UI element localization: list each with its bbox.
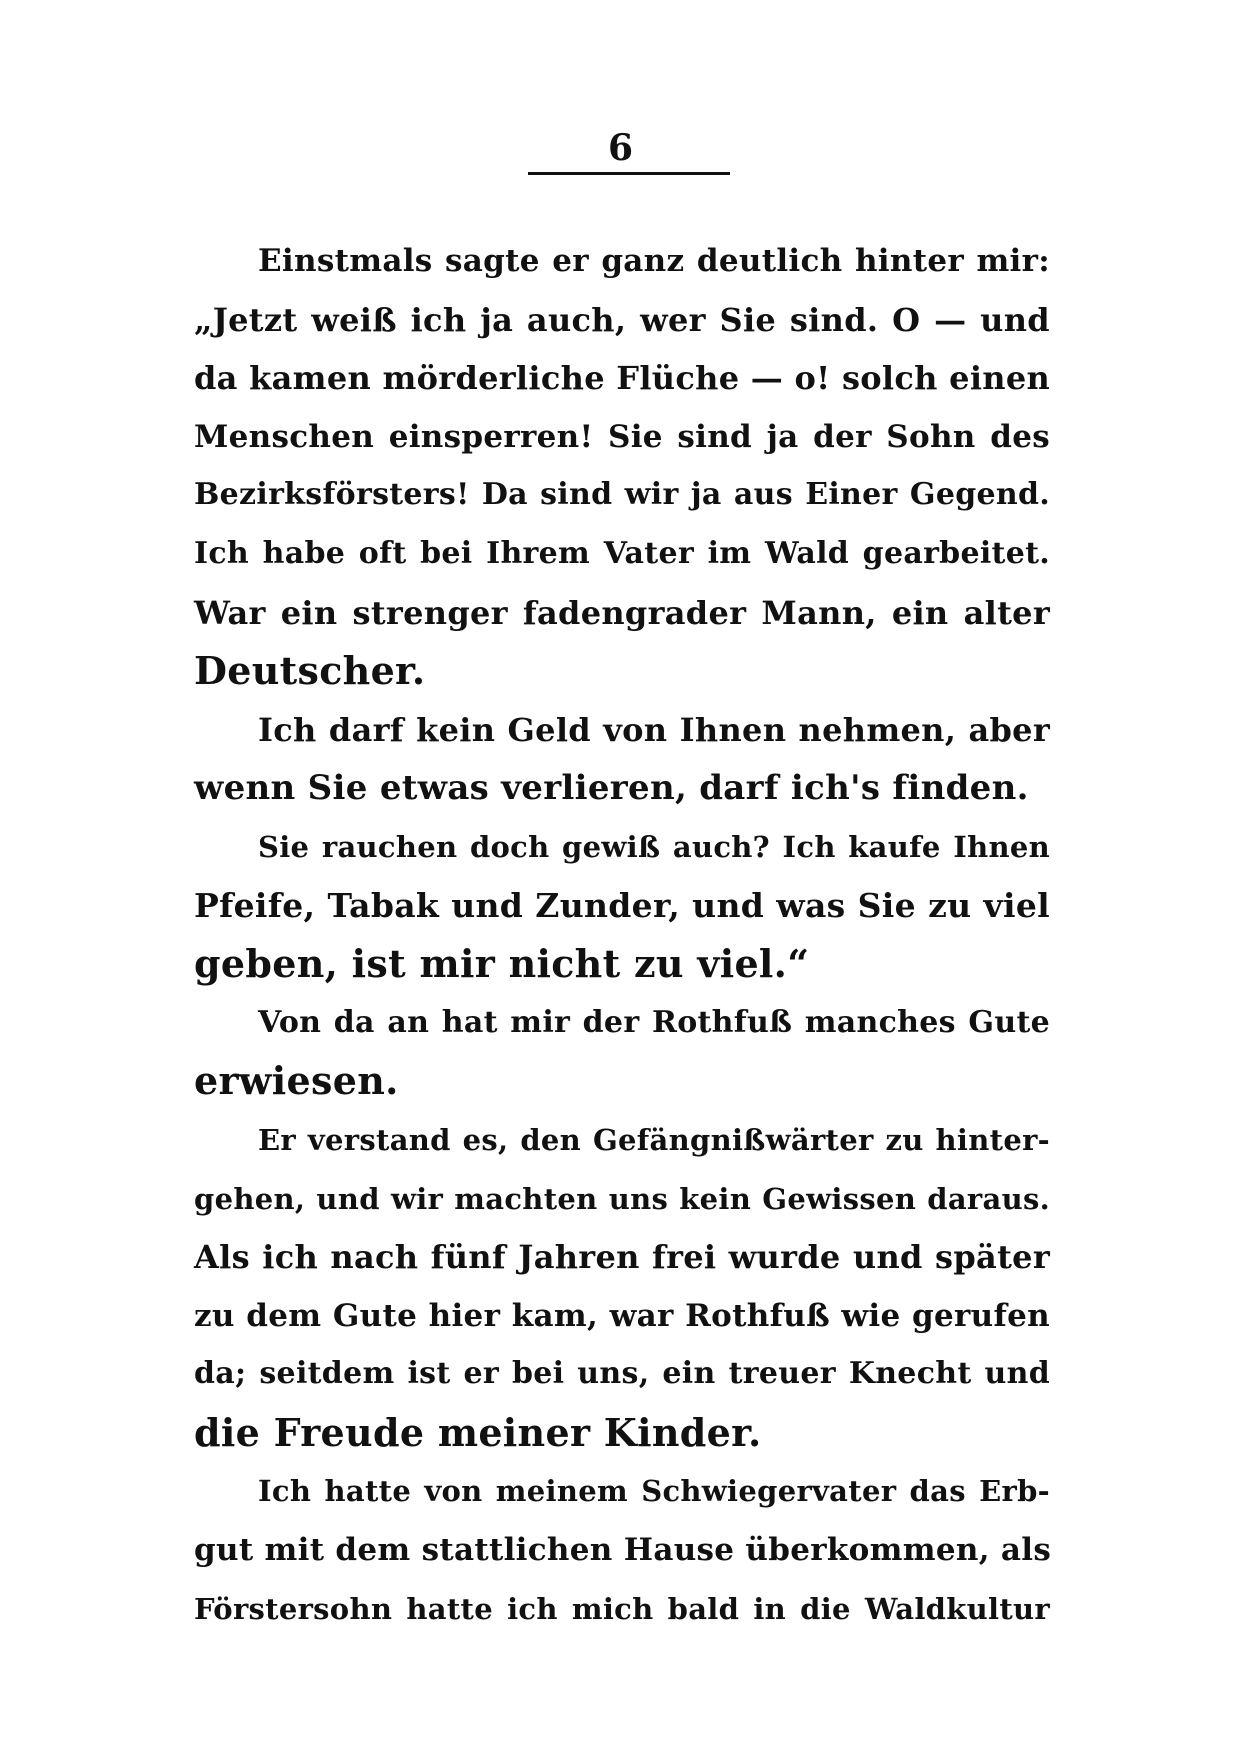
- text-line: Sie rauchen doch gewiß auch? Ich kaufe Ihnen: [258, 829, 1050, 864]
- text-line: gut mit dem stattlichen Hause überkommen, als: [194, 1532, 1052, 1569]
- body-text: [194, 232, 1050, 1638]
- text-line: Von da an hat mir der Rothfuß manches Gute: [258, 1004, 1050, 1040]
- text-line: War ein strenger fadengrader Mann, ein alter: [194, 593, 1050, 632]
- text-line: Er verstand es, den Gefängnißwärter zu hinter-: [258, 1122, 1050, 1157]
- text-line: die Freude meiner Kinder.: [194, 1409, 762, 1455]
- text-line: wenn Sie etwas verlieren, darf ich's finden.: [194, 768, 1029, 809]
- text-line: Bezirksförsters! Da sind wir ja aus Einer Gegend.: [194, 477, 1050, 513]
- text-line: geben, ist mir nicht zu viel.“: [194, 941, 810, 987]
- text-line: Ich habe oft bei Ihrem Vater im Wald gearbeitet.: [194, 535, 1050, 571]
- text-line: erwiesen.: [194, 1058, 399, 1104]
- text-line: „Jetzt weiß ich ja auch, wer Sie sind. O — und: [194, 300, 1050, 339]
- text-line: Einstmals sagte er ganz deutlich hinter mir:: [258, 243, 1050, 279]
- text-line: da; seitdem ist er bei uns, ein treuer Knecht und: [194, 1356, 1050, 1392]
- header-rule: [528, 172, 730, 175]
- text-line: Menschen einsperren! Sie sind ja der Sohn des: [194, 418, 1050, 455]
- text-line: Als ich nach fünf Jahren frei wurde und später: [194, 1238, 1050, 1277]
- text-line: Ich hatte von meinem Schwiegervater das Erb-: [258, 1474, 1050, 1509]
- text-line: Deutscher.: [194, 648, 426, 694]
- page-number: 6: [607, 127, 634, 169]
- text-line: zu dem Gute hier kam, war Rothfuß wie gerufen: [194, 1297, 1050, 1334]
- text-line: da kamen mörderliche Flüche — o! solch einen: [194, 359, 1051, 398]
- text-line: Pfeife, Tabak und Zunder, und was Sie zu viel: [194, 885, 1050, 925]
- text-line: Förstersohn hatte ich mich bald in die Waldkultur: [194, 1591, 1050, 1626]
- text-line: gehen, und wir machten uns kein Gewissen daraus.: [194, 1181, 1050, 1216]
- text-line: Ich darf kein Geld von Ihnen nehmen, aber: [258, 710, 1050, 749]
